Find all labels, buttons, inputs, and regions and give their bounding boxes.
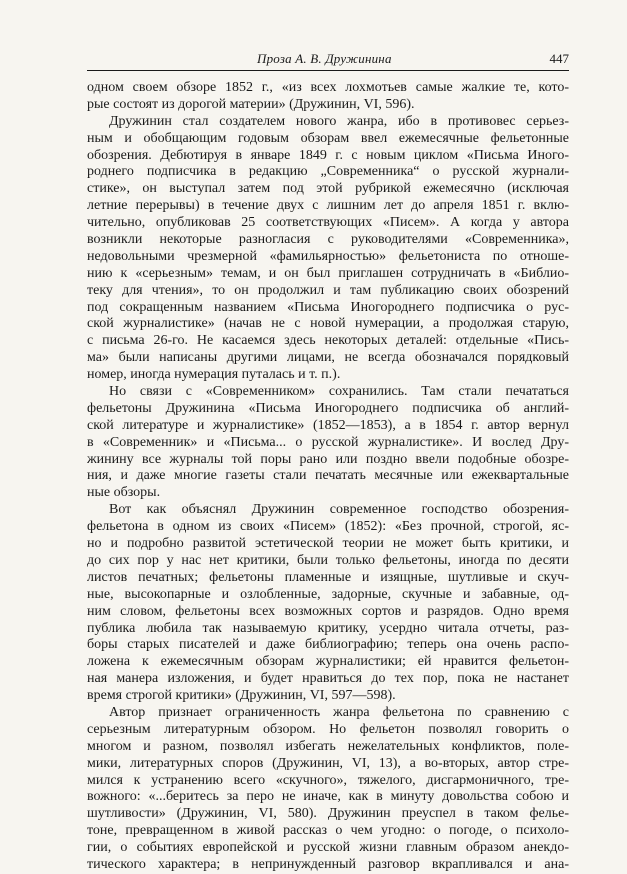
- text-line: но и подробно развитой эстетической теории не может быть критики, и: [87, 536, 569, 552]
- text-line: серьезным литературным обзором. Но фельетон позволял говорить о: [87, 721, 569, 737]
- text-line: ния, и даже многие газеты стали печатать месячные или ежеквартальные: [87, 468, 569, 484]
- text-line: ная манера изложения, и будет нравиться до тех пор, пока не настанет: [87, 671, 569, 687]
- text-line: обозрения. Дебютируя в январе 1849 г. с новым циклом «Письма Иного-: [87, 147, 569, 163]
- text-line: ные обзоры.: [87, 485, 161, 501]
- text-line: ные, высокопарные и озлобленные, задорные, скучные и забавные, од-: [87, 586, 569, 602]
- text-line: возникли некоторые разногласия с руководителями «Современника»,: [87, 232, 569, 248]
- running-header: [87, 50, 569, 70]
- text-line: рые состоят из дорогой материи» (Дружинин, VI, 596).: [87, 96, 415, 112]
- text-line: под сокращенным названием «Письма Иногороднего подписчика о рус-: [87, 299, 569, 315]
- text-line: летние перерывы) в течение двух с лишним лет до апреля 1851 г. вклю-: [87, 198, 569, 214]
- text-line: до сих пор у нас нет критики, были только фельетоны, иногда по десяти: [87, 552, 569, 568]
- text-line: в «Современник» и «Письма... о русской журналистике». И вослед Дру-: [87, 434, 569, 450]
- text-line: время строгой критики» (Дружинин, VI, 597—598).: [87, 688, 396, 704]
- text-line: теку для чтения», то он продолжил и там публикацию своих обозрений: [87, 282, 569, 298]
- text-line: номер, иногда нумерация путалась и т. п.).: [87, 367, 341, 383]
- text-line: публика любила так называемую критику, усердно читала отчеты, раз-: [87, 620, 569, 636]
- text-line: одном своем обзоре 1852 г., «из всех лохмотьев самые жалкие те, кото-: [87, 80, 569, 95]
- text-line: ма» были написаны другими лицами, не всегда обозначался порядковый: [87, 350, 569, 366]
- text-line: тического характера; в непринужденный разговор вкрапливался и ана-: [87, 856, 569, 872]
- text-line: с письма 26-го. Не касаемся здесь некоторых деталей: отдельные «Пись-: [87, 333, 569, 349]
- text-line: листов печатных; фельетоны пламенные и изящные, шутливые и скуч-: [87, 569, 569, 585]
- text-line: ложена к ежемесячным обзорам журналистики; ей нравится фельетон-: [87, 654, 569, 670]
- text-line: чительно, опубликовав 25 соответствующих «Писем». А когда у автора: [87, 215, 569, 231]
- text-line: фельетоны Дружинина «Письма Иногороднего подписчика об англий-: [87, 400, 569, 416]
- text-line: тоне, превращенном в живой рассказ о чем угодно: о погоде, о психоло-: [87, 823, 569, 839]
- text-line: шутливости» (Дружинин, VI, 580). Дружинин преуспел в таком фелье-: [87, 806, 569, 822]
- body-text: [87, 80, 569, 874]
- text-line: жинину все журналы той поры рано или поздно ввели подобные обозре-: [87, 451, 569, 467]
- page-number: 447: [549, 51, 569, 66]
- text-line: недовольными чрезмерной «фамильярностью» фельетониста по отноше-: [87, 248, 569, 264]
- text-line: боры старых писателей и даже библиографию; теперь она очень распо-: [87, 637, 569, 653]
- text-line: нию к «серьезным» темам, и он был приглашен сотрудничать в «Библио-: [87, 265, 569, 281]
- text-line: стике», он выступал затем под этой рубрикой ежемесячно (исключая: [87, 181, 569, 197]
- text-line: Автор признает ограниченность жанра фельетона по сравнению с: [109, 704, 569, 720]
- text-line: гии, о событиях европейской и русской жизни главным образом анекдо-: [87, 840, 569, 856]
- text-line: Но связи с «Современником» сохранились. Там стали печататься: [109, 384, 569, 400]
- text-line: фельетона в одном из своих «Писем» (1852): «Без прочной, строгой, яс-: [87, 519, 569, 535]
- text-line: мики, литературных споров (Дружинин, VI, 13), а во-вторых, автор стре-: [87, 755, 569, 771]
- text-line: ской литературе и журналистике» (1852—1853), а в 1854 г. автор вернул: [87, 417, 569, 433]
- text-line: Дружинин стал создателем нового жанра, ибо в противовес серьез-: [109, 113, 569, 129]
- text-line: многом и разном, позволял избегать нежелательных конфликтов, поле-: [87, 738, 569, 754]
- text-line: роднего подписчика в редакцию „Современника“ о русской журнали-: [87, 164, 569, 180]
- running-title: Проза А. В. Дружинина: [257, 51, 392, 66]
- text-line: Вот как объяснял Дружинин современное господство обозрения-: [109, 502, 569, 518]
- text-line: ным и обобщающим годовым обзорам ввел ежемесячные фельетонные: [87, 130, 569, 146]
- text-line: мился к устранению всего «скучного», тяжелого, дисгармоничного, тре-: [87, 772, 569, 788]
- text-line: вожного: «...беритесь за перо не иначе, как в минуту довольства собою и: [87, 789, 569, 805]
- header-rule: [87, 70, 569, 71]
- text-line: ним словом, фельетоны всех возможных сортов и разрядов. Одно время: [87, 603, 569, 619]
- text-line: ской журналистике» (начав не с новой нумерации, а продолжая старую,: [87, 316, 569, 332]
